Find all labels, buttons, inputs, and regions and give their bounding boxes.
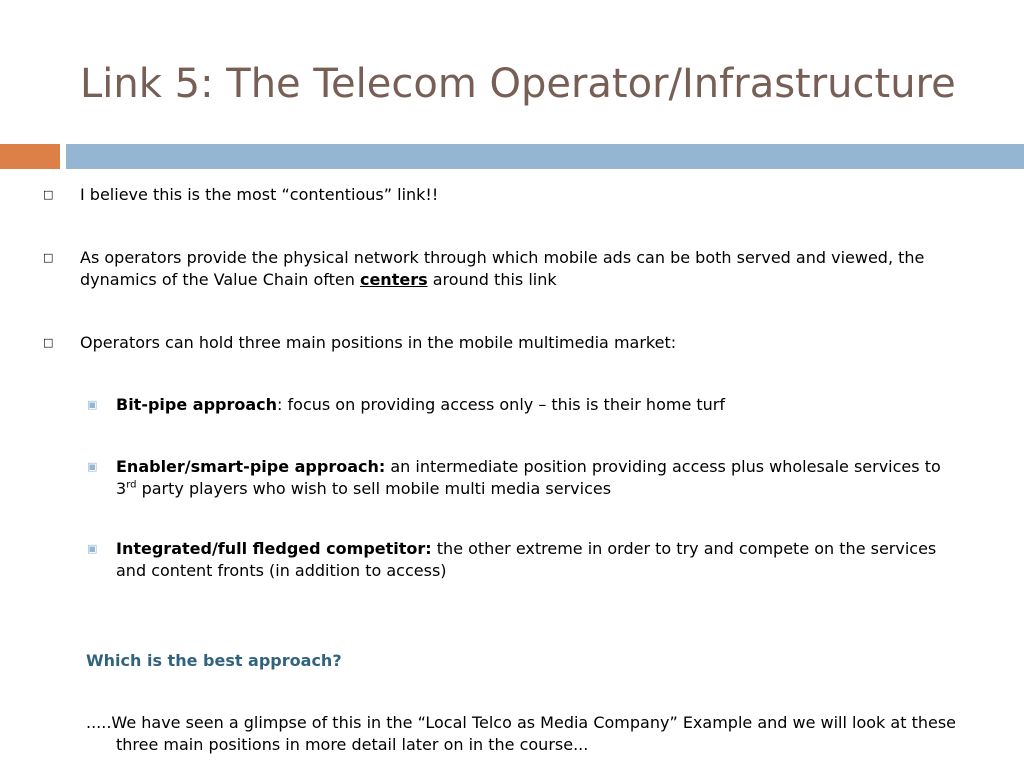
hollow-square-bullet-icon: □	[43, 188, 54, 201]
filled-square-bullet-icon: ▣	[87, 542, 98, 555]
filled-square-bullet-icon: ▣	[87, 460, 98, 473]
sub-bullet-text: an intermediate position providing access plus wholesale services to 3	[116, 457, 941, 498]
ordinal-superscript: rd	[126, 479, 137, 491]
sub-bullet-label: Bit-pipe approach	[116, 395, 278, 414]
hollow-square-bullet-icon: □	[43, 251, 54, 264]
hollow-square-bullet-icon: □	[43, 336, 54, 349]
sub-bullet-text-end: party players who wish to sell mobile multi media services	[136, 479, 612, 498]
filled-square-bullet-icon: ▣	[87, 398, 98, 411]
closing-note: .....We have seen a glimpse of this in the “Local Telco as Media Company” Example and we will look at these three main positions in more detail later on in the course...	[86, 713, 956, 754]
title-accent-bar	[0, 144, 60, 169]
emphasized-word: centers	[359, 270, 428, 289]
bullet-item	[43, 184, 950, 206]
sub-bullet-item	[87, 538, 946, 582]
sub-bullet-label: Integrated/full fledged competitor:	[116, 539, 432, 558]
bullet-item	[43, 247, 950, 291]
question-text: Which is the best approach?	[86, 651, 342, 670]
slide-title: Link 5: The Telecom Operator/Infrastructure	[80, 61, 956, 107]
bullet-text: As operators provide the physical network through which mobile ads can be both served and viewed, the dynamics of the Value Chain often	[80, 248, 925, 289]
bullet-item	[43, 332, 950, 354]
sub-bullet-text: the other extreme in order to try and compete on the services and content fronts (in addition to access)	[116, 539, 937, 580]
sub-bullet-text: : focus on providing access only – this is their home turf	[277, 395, 725, 414]
title-divider-bar	[66, 144, 1024, 169]
sub-bullet-item	[87, 456, 946, 500]
sub-bullet-item	[87, 394, 946, 416]
sub-bullet-label: Enabler/smart-pipe approach:	[116, 457, 386, 476]
bullet-text-end: around this link	[427, 270, 557, 289]
bullet-text: Operators can hold three main positions in the mobile multimedia market:	[80, 333, 677, 352]
bullet-text: I believe this is the most “contentious” link!!	[80, 185, 439, 204]
